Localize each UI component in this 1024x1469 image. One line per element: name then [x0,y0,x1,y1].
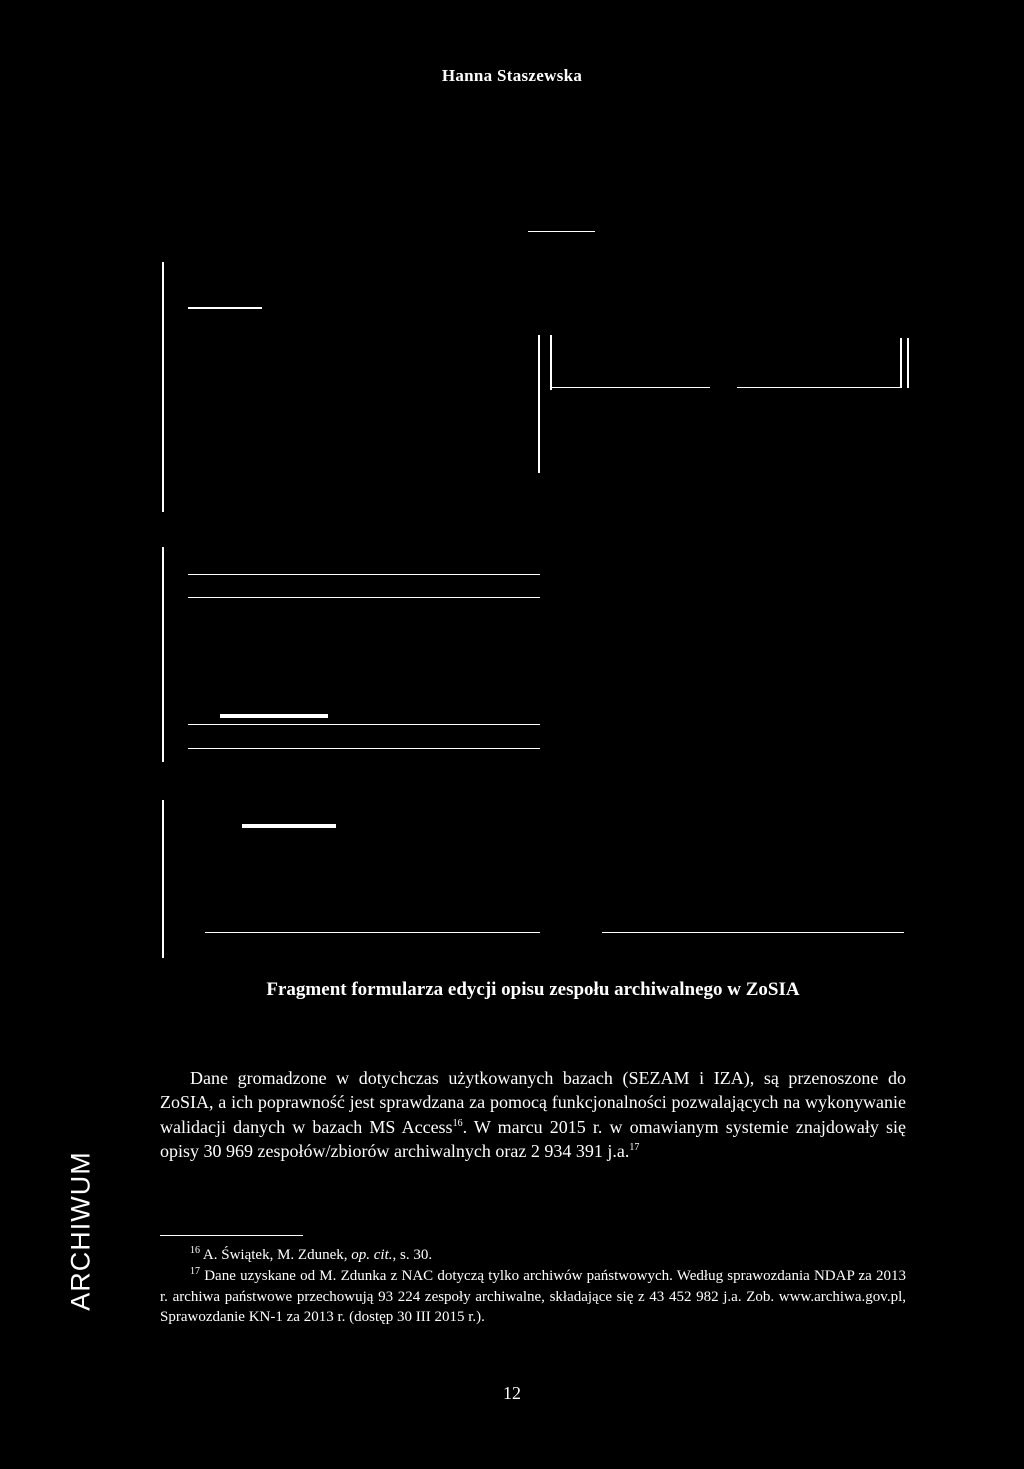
figure-line [162,547,164,762]
side-label-text: ARCHIWUM [65,1151,96,1311]
figure-line [188,748,540,749]
figure-line [528,231,595,232]
body-paragraph [160,1066,906,1164]
figure-line [162,262,164,512]
footnote-mark: 17 [190,1266,200,1277]
footnote-text: A. Świątek, M. Zdunek, [200,1247,352,1263]
footnote-text: Dane uzyskane od M. Zdunka z NAC dotyczą tylko archiwów państwowych. Według sprawozdania NDAP za 2013 r. archiwa państwowe przechowują 93 224 zespoły archiwalne, składające się z 43 452 982 j.a. Zob. www.archiwa.gov.pl, Sprawozdanie KN-1 za 2013 r. (dostęp 30 III 2015 r.). [160,1268,906,1325]
footnote-text: , s. 30. [392,1247,433,1263]
body-text-part: . W marcu 2015 r. w omawianym systemie znajdowały się opisy 30 969 zespołów/zbiorów archiwalnych oraz 2 934 391 j.a. [160,1116,907,1162]
footnote-16 [160,1245,906,1266]
figure-line [188,597,540,598]
footnote-mark: 16 [190,1245,200,1256]
figure-line [188,307,262,309]
page-number: 12 [503,1383,521,1403]
figure-line [550,387,710,388]
footnote-italic: op. cit. [351,1247,393,1263]
figure-line [907,338,909,388]
figure-line [205,932,540,933]
side-label [56,1126,106,1336]
figure-line [550,335,552,390]
figure-line [162,800,164,958]
figure-line [220,714,328,718]
footnote-ref-16[interactable]: 16 [452,1117,463,1129]
figure-caption: Fragment formularza edycji opisu zespołu archiwalnego w ZoSIA [266,979,800,1000]
figure-line [188,724,540,725]
footnote-17 [160,1266,906,1328]
figure-line [538,335,540,473]
form-figure [150,220,920,960]
body-text-part: Dane gromadzone w dotychczas użytkowanych bazach (SEZAM i IZA), są przenoszone do ZoSIA, a ich poprawność jest sprawdzana za pomocą funkcjonalności pozwalających na wykonywanie walidacji danych w bazach MS Access [160,1068,906,1137]
figure-line [188,574,540,575]
footnote-separator [160,1235,303,1236]
figure-line [602,932,904,933]
figure-line [737,387,901,388]
footnote-ref-17[interactable]: 17 [629,1142,640,1154]
running-header-author: Hanna Staszewska [441,66,583,85]
figure-line [242,824,336,828]
figure-line [900,338,902,388]
